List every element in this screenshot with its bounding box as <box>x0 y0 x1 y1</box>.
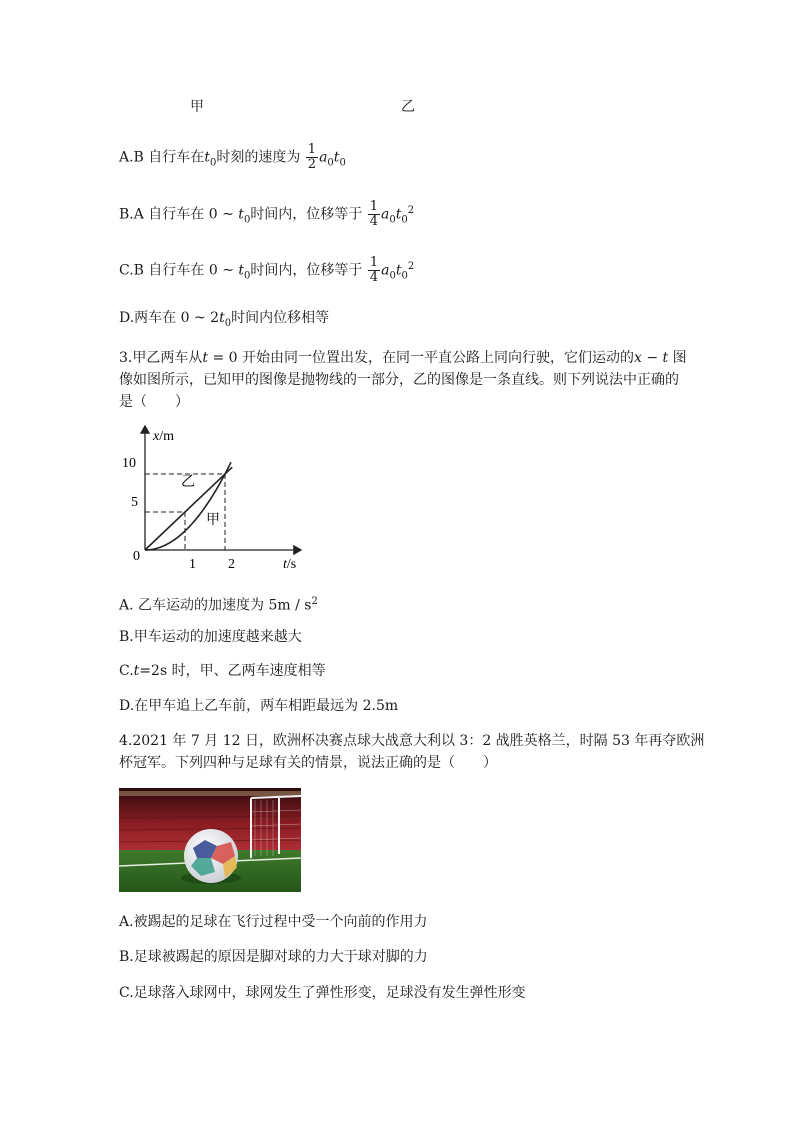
figure-label-yi: 乙 <box>401 99 415 115</box>
x-tick-1: 1 <box>189 557 196 572</box>
x-tick-2: 2 <box>228 557 235 572</box>
curve-label-yi: 乙 <box>181 474 195 490</box>
fraction: $\frac{1}{4}$ <box>369 255 379 285</box>
q3-option-d[interactable]: D.在甲车追上乙车前，两车相距最远为 2.5m <box>119 698 399 714</box>
figure-label-jia: 甲 <box>190 99 204 115</box>
q3-stem-line2: 像如图所示，已知甲的图像是抛物线的一部分，乙的图像是一条直线。则下列说法中正确的 <box>119 372 679 388</box>
q4-stem-line2: 杯冠军。下列四种与足球有关的情景，说法正确的是（ ） <box>119 755 497 771</box>
q3-option-c[interactable]: C.t=2s 时，甲、乙两车速度相等 <box>119 663 326 679</box>
q4-option-b[interactable]: B.足球被踢起的原因是脚对球的力大于球对脚的力 <box>119 949 428 965</box>
q2-option-c[interactable]: C.B 自行车在 0 ~ $t_0$时间内，位移等于 $\frac{1}{4}$ $a_0t_0^2$ <box>119 255 415 285</box>
x-axis-label: t/s <box>283 557 297 572</box>
y-axis-label: x/m <box>153 429 174 444</box>
y-tick-5: 5 <box>131 495 138 510</box>
fraction: $\frac{1}{4}$ <box>369 199 379 229</box>
y-tick-10: 10 <box>122 456 136 471</box>
fraction: $\frac{1}{2}$ <box>307 142 317 172</box>
curve-label-jia: 甲 <box>206 512 220 528</box>
q4-option-c[interactable]: C.足球落入球网中，球网发生了弹性形变，足球没有发生弹性形变 <box>119 985 526 1001</box>
q4-stem-line1: 4.2021 年 7 月 12 日，欧洲杯决赛点球大战意大利以 3：2 战胜英格兰，时隔 53 年再夺欧洲 <box>119 733 705 749</box>
q3-xt-graph <box>122 420 325 575</box>
q2-option-a[interactable]: A.B 自行车在$t_0$时刻的速度为 $\frac{1}{2}$ $a_0t_0$ <box>119 142 346 172</box>
q2-option-b[interactable]: B.A 自行车在 0 ~ $t_0$时间内，位移等于 $\frac{1}{4}$ $a_0t_0^2$ <box>119 199 415 229</box>
football-stadium-photo <box>119 788 301 892</box>
q2-option-d[interactable]: D.两车在 0 ~ $2t_0$时间内位移相等 <box>119 310 330 329</box>
q4-option-a[interactable]: A.被踢起的足球在飞行过程中受一个向前的作用力 <box>119 914 428 930</box>
q3-stem-line3: 是（ ） <box>119 394 189 410</box>
q3-option-a[interactable]: A. 乙车运动的加速度为 $5m / s^2$ <box>119 596 318 614</box>
q3-option-b[interactable]: B.甲车运动的加速度越来越大 <box>119 629 302 645</box>
origin-label: 0 <box>133 549 140 564</box>
q3-stem-line1: 3.甲乙两车从t = 0 开始由同一位置出发，在同一平直公路上同向行驶，它们运动的x − t 图 <box>119 350 687 366</box>
